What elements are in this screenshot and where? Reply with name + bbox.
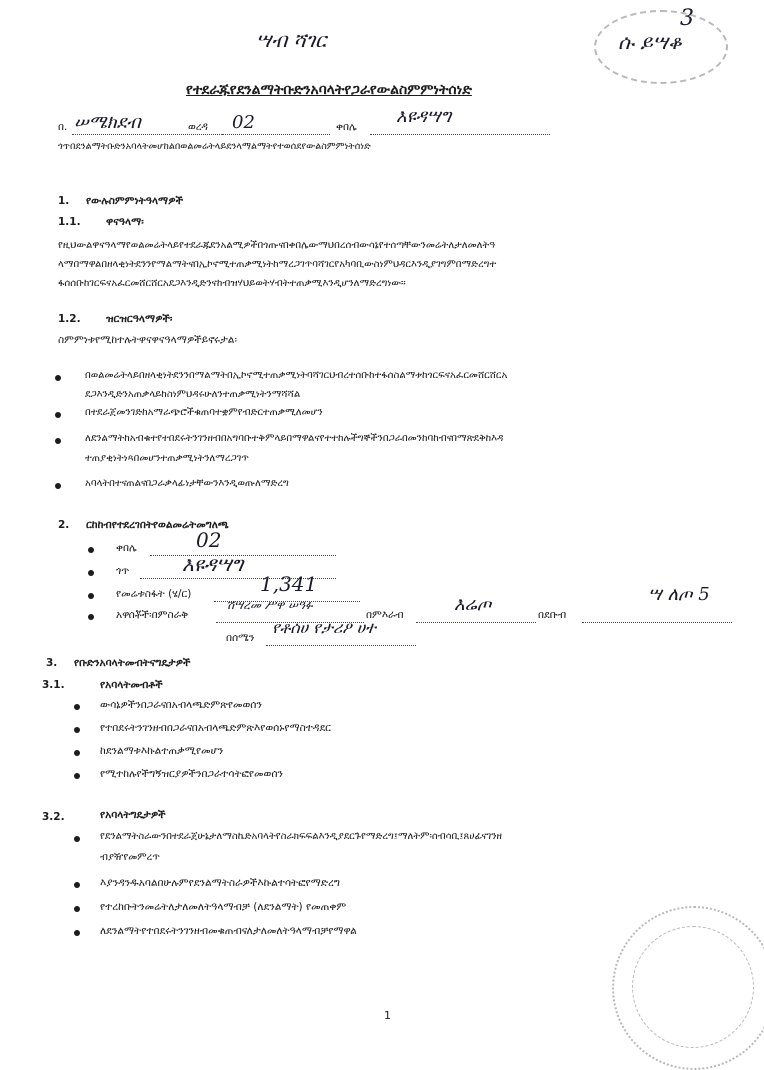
boundary-north-label: በሰሜን	[226, 632, 255, 644]
bullet-icon	[74, 882, 80, 888]
section1-1-number: 1.1.	[58, 216, 81, 228]
zone-label: በ.	[58, 121, 68, 133]
document-title: የተደራጁየደንልማትቡድንአባላትየጋራየውልስምምነትሰነድ	[186, 82, 472, 98]
objective-2: በተደራጀመንገድከአማራጭሮችቁጠባተቋምየብድርተጠቃሚለመሆን	[85, 407, 323, 418]
boundary-north-underline	[266, 645, 416, 646]
boundary-north-value: የቶሰሀ የታሪዖ ሀተ	[272, 618, 376, 637]
section1-title: የውሉስምምነትዓላማዎች	[86, 195, 183, 207]
land-area-label: የመሬቱስፋት (ሄ/ር)	[116, 588, 192, 600]
duty-1-line-2: ብያዥየመምረጥ	[100, 852, 160, 863]
section2-title: ርከከብየተደረገበትየወልመሬትመግለጫ	[86, 519, 229, 531]
duty-3: የተረከቡትንመሬትለታለመለትዓላማብቻ (ለደንልማት) የመጠቀም	[100, 901, 347, 913]
land-area-value: 1,341	[260, 572, 318, 596]
section1-2-number: 1.2.	[58, 313, 81, 325]
objective-4: አባላትበተናጠልናበጋራቃላፊነታቸውንእንዲወጡለማድረግ	[85, 478, 289, 489]
kebele-underline	[370, 134, 550, 135]
bullet-icon	[74, 906, 80, 912]
kebele-value: እዩዳሣግ	[396, 106, 452, 127]
right-4: የሚተከሉየችግኝዝርያዎችንበጋራተሳትፎየመወሰን	[100, 768, 283, 780]
bullet-icon	[88, 547, 94, 553]
boundary-east-label: አዋሰቾች፡በምስራቅ	[116, 609, 189, 621]
section2-number: 2.	[58, 519, 70, 531]
woreda-value: 02	[232, 112, 255, 133]
handwritten-note-left: ሣብ ሻገር	[256, 28, 327, 52]
bullet-icon	[74, 750, 80, 756]
section3-title: የቡድንአባላትመብትናግዴታዎች	[74, 657, 191, 669]
objective-3-line-1: ለደንልማትከአብቁተየተበደሩትንገንዘብበአግባቡተቅምላይበማዋልናየተተከሉችግኞችንበጋራበመንከባከብናበማጽደቅከእዳ	[85, 433, 504, 444]
boundary-south-underline	[582, 622, 732, 623]
boundary-south-value: ሣ ለጦ 5	[648, 584, 710, 605]
bullet-icon	[88, 614, 94, 620]
bullet-icon	[55, 438, 61, 444]
duty-2: እያንዳንዱአባልበሁሉምየደንልማትስራዎችእኩልተሳትፎየማድረግ	[100, 877, 340, 889]
section3-2-title: የአባላትግዴታዎች	[100, 809, 166, 821]
bullet-icon	[55, 483, 61, 489]
section3-2-number: 3.2.	[42, 811, 65, 823]
purpose-line-1: የዚህውልዋናዓላማየወልመሬትላይየተደራጁደንአልሚዎችበጎጡናበቀበሌውማህበረሰብውሳኔየተሰጣቸውንመሬትለታለመለትዓ	[58, 240, 496, 251]
duty-1-line-1: የደንልማትስራውንበተደራጀሁኔታለማስኬድአባላትየስራክፍፍልእንዲያደርጉየማድረግ፤ማለትም፡ሰብሳቢ፤ጸሀፊናገንዘ	[100, 831, 502, 842]
boundary-west-label: በምእራብ	[366, 609, 404, 621]
land-kebele-label: ቀበሌ	[116, 542, 137, 554]
purpose-line-2: ላማበማዋልበዘላቂነትደንንየማልማትናበኢኮኖሚተጠቃሚነትከማረጋገጥባሻገርየአካባቢውስነምህዳርእንዲያገግምበማድረግተ	[58, 259, 497, 270]
bullet-icon	[88, 593, 94, 599]
boundary-west-value: እሬጦ	[454, 594, 492, 615]
zone-value: ሠሜክደብ	[74, 112, 141, 133]
woreda-label: ወረዳ	[188, 121, 208, 133]
boundary-west-underline	[416, 622, 536, 623]
section3-1-title: የአባላትመብቶች	[100, 679, 163, 691]
purpose-line-3: ፋሰሰቡከገርፍናአፈርመሸርሸርአደጋእንዲድንናከብዝሃህይወትሃብትተጠቃሚእንዲሆንለማድረግነው።	[58, 278, 406, 289]
section1-1-title: ዋናዓላማ፡	[106, 216, 144, 228]
bullet-icon	[55, 412, 61, 418]
duty-4: ለደንልማትየተበደሩትንገንዘብመቁጠብናለታለመለትዓላማብቻየማዋል	[100, 925, 357, 937]
bullet-icon	[74, 704, 80, 710]
boundary-south-label: በደቡብ	[538, 609, 567, 621]
land-got-label: ጎጥ	[116, 565, 130, 577]
handwritten-note-right: ሱ ይሣቆ	[618, 30, 682, 54]
bullet-icon	[74, 836, 80, 842]
bullet-icon	[55, 375, 61, 381]
section1-number: 1.	[58, 195, 70, 207]
handwritten-page-mark: 3	[680, 6, 694, 31]
stamp-bottom-right-inner	[632, 926, 754, 1048]
bullet-icon	[74, 930, 80, 936]
right-3: ከደንልማቱእኩልተጠቃሚየመሆን	[100, 745, 224, 757]
land-kebele-value: 02	[196, 528, 222, 552]
section1-2-intro: ስምምነቱየሚከተሉትዋናዋናዓላማዎችይኖሩታል፡	[58, 334, 237, 346]
section1-2-title: ዝርዝርዓላማዎች፡	[106, 313, 173, 325]
objective-1-line-1: በወልመሬትላይበዘላቂነትደንንበማልማትበኢኮኖሚተጠቃሚነትባሻገርህብረተሰቡከተፋሰስልማቱከጎርፍናአፈርመሸርሸርአ	[85, 370, 508, 381]
objective-1-line-2: ደጋእንዲድንአጠቃላይከስነምህዳሩሁለንተጠቃሚነትንማሻሻል	[85, 389, 301, 400]
right-1: ውሳኔዎችንበጋራናበአብላጫድምጽየመወሰን	[100, 699, 262, 711]
land-got-value: እዩዳሣግ	[182, 552, 244, 576]
stamp-top-right	[594, 10, 728, 84]
right-2: የተበደሩትንገንዘብበጋራናበአብላጫድምጽእየወሰኑየማስተዳደር	[100, 722, 331, 734]
kebele-label: ቀበሌ	[336, 121, 357, 133]
section3-1-number: 3.1.	[42, 679, 65, 691]
bullet-icon	[74, 773, 80, 779]
objective-3-line-2: ተጠያቂነትነጻበመሆንተጠቃሚነትንለማረጋገጥ	[85, 453, 249, 464]
woreda-underline	[222, 134, 330, 135]
bullet-icon	[74, 727, 80, 733]
bullet-icon	[88, 570, 94, 576]
intro-text: ጎጥበደንልማትቡድንአባላትመሆከልበወልመሬትላይደንላማልማትየተወሰደየውልስምምነትሰነድ	[58, 141, 371, 152]
page-number: 1	[384, 1009, 391, 1022]
boundary-east-value: ሽሣረመ ሥዋ ሠዓፉ	[226, 598, 313, 612]
section3-number: 3.	[46, 657, 58, 669]
